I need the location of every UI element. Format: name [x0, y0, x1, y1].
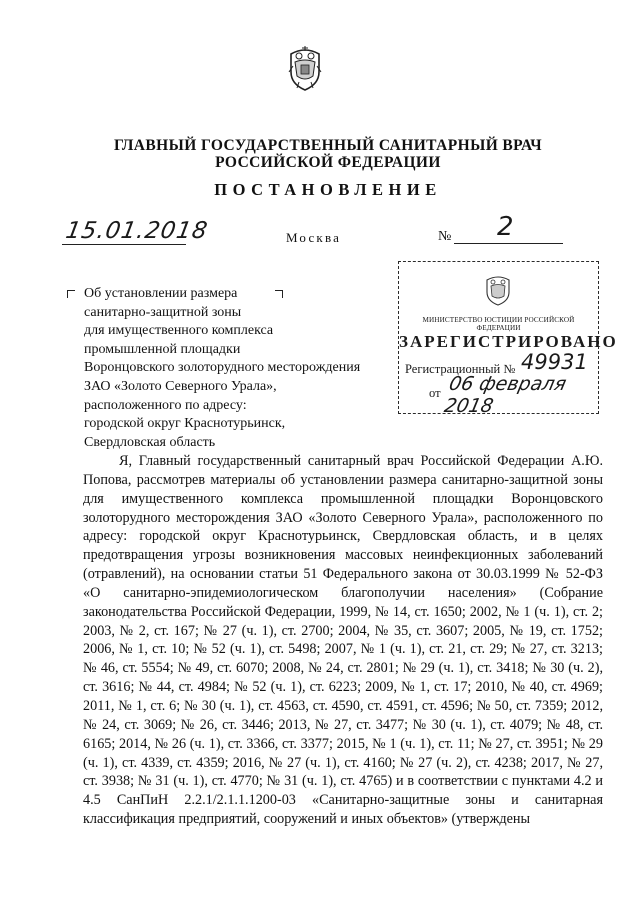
- subject-line: для имущественного комплекса: [84, 323, 274, 339]
- subject-line: городской округ Краснотурьинск,: [84, 416, 286, 432]
- subject-line: расположенного по адресу:: [84, 397, 247, 413]
- date-underline: [62, 244, 186, 245]
- subject-line: промышленной площадки: [84, 341, 241, 357]
- stamp-reg-date: 06 февраля 2018: [442, 373, 569, 417]
- number-underline: [454, 243, 563, 244]
- registration-stamp: [398, 261, 618, 417]
- subject-bracket-left: [67, 290, 75, 298]
- subject-line: Воронцовского золоторудного месторождения: [84, 360, 361, 376]
- document-subject: [84, 285, 384, 452]
- coat-of-arms-icon: [285, 42, 325, 92]
- stamp-registered: ЗАРЕГИСТРИРОВАНО: [399, 332, 618, 351]
- body-paragraph: Я, Главный государственный санитарный врач Российской Федерации А.Ю. Попова, рассмотрев материалы об установлении размера санитарно-защитной зоны для имущественного комплекса промышленной площадки Воронцовского золоторудного месторождения ЗАО «Золото Северного Урала», расположенного по адресу: городской округ Краснотурьинск, Свердловская область, и в целях предотвращения угрозы возникновения массовых неинфекционных заболеваний (отравлений), на основании статьи 51 Федерального закона от 30.03.1999 № 52-ФЗ «О санитарно-эпидемиологическом благополучии населения» (Собрание законодательства Российской Федерации, 1999, № 14, ст. 1650; 2002, № 1 (ч. 1), ст. 2; 2003, № 2, ст. 167; № 27 (ч. 1), ст. 2700; 2004, № 35, ст. 3607; 2005, № 19, ст. 1752; 2006, № 1, ст. 10; № 52 (ч. 1), ст. 5498; 2007, № 1 (ч. 1), ст. 21, ст. 29; № 27, ст. 3213; № 46, ст. 5554; № 49, ст. 6070; 2008, № 24, ст. 2801; № 29 (ч. 1), ст. 3418; № 30 (ч. 2), ст. 3616; № 44, ст. 4984; № 52 (ч. 1), ст. 6223; 2009, № 1, ст. 17; 2010, № 40, ст. 4969; 2011, № 1, ст. 6; № 30 (ч. 1), ст. 4563, ст. 4590, ст. 4591, ст. 4596; № 50, ст. 7359; 2012, № 24, ст. 3069; № 26, ст. 3446; 2013, № 27, ст. 3477; № 30 (ч. 1), ст. 4079; № 48, ст. 6165; 2014, № 26 (ч. 1), ст. 3366, ст. 3377; 2015, № 1 (ч. 1), ст. 11; № 27, ст. 3951; № 29 (ч. 1), ст. 4339, ст. 4359; 2016, № 27 (ч. 1), ст. 4160; № 27 (ч. 2), ст. 4238; 2017, № 27, ст. 3938; № 31 (ч. 1), ст. 4770; № 31 (ч. 1), ст. 4765) и в соответствии с пунктами 4.2 и 4.5 СанПиН 2.2.1/2.1.1.1200-03 «Санитарно-защитные зоны и санитарная классификация предприятий, сооружений и иных объектов» (утверждены: [83, 453, 603, 828]
- subject-line: Свердловская область: [84, 434, 216, 450]
- document-number: 2: [497, 212, 514, 242]
- number-label: №: [438, 229, 452, 244]
- stamp-ministry: МИНИСТЕРСТВО ЮСТИЦИИ РОССИЙСКОЙ ФЕДЕРАЦИИ: [422, 316, 575, 332]
- document-city: Москва: [286, 230, 342, 245]
- document-date: 15.01.2018: [63, 218, 210, 244]
- stamp-emblem-icon: [483, 272, 513, 306]
- issuer-title-line1: ГЛАВНЫЙ ГОСУДАРСТВЕННЫЙ САНИТАРНЫЙ ВРАЧ: [113, 137, 543, 154]
- subject-line: санитарно-защитной зоны: [84, 304, 242, 320]
- stamp-from-label: от: [429, 386, 441, 400]
- subject-line: Об установлении размера: [84, 286, 238, 301]
- document-type: ПОСТАНОВЛЕНИЕ: [214, 180, 442, 199]
- issuer-title-line2: РОССИЙСКОЙ ФЕДЕРАЦИИ: [215, 154, 441, 171]
- stamp-reg-number: 49931: [521, 350, 588, 374]
- subject-line: ЗАО «Золото Северного Урала»,: [84, 378, 277, 394]
- stamp-reg-label: Регистрационный №: [405, 362, 516, 376]
